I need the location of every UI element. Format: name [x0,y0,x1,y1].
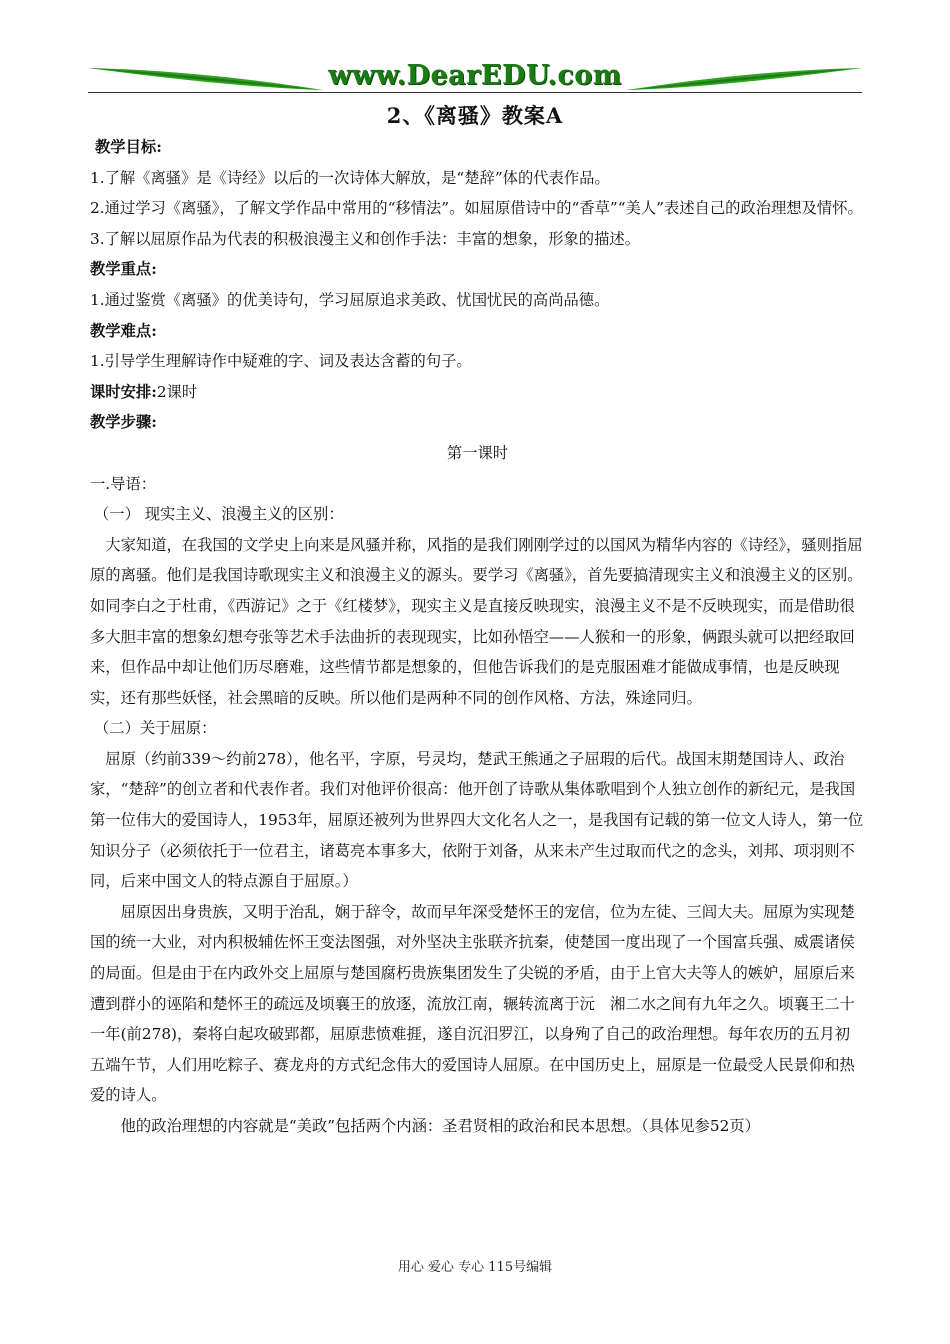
goal-item-1: 1.了解《离骚》是《诗经》以后的一次诗体大解放，是“楚辞”体的代表作品。 [90,168,610,187]
difficult-points-heading: 教学难点: [90,321,157,340]
goal-item-2: 2.通过学习《离骚》，了解文学作品中常用的“移情法”。如屈原借诗中的“香草”“美人”表述自己的政治理想及情怀。 [90,199,863,218]
banner-text: www.DearEDU.com [328,60,622,91]
subsection-2-paragraph-1: 屈原（约前339～约前278），他名平，字原，号灵均，楚武王熊通之子屈瑕的后代。战国末期楚国诗人、政治家，“楚辞”的创立者和代表作者。我们对他评价很高：他开创了诗歌从集体歌唱到个人独立创作的新纪元，是我国第一位伟大的爱国诗人，1953年，屈原还被列为世界四大文化名人之一，是我国有记载的第一位文人诗人，第一位知识分子（必须依托于一位君主，诸葛亮本事多大，依附于刘备，从来未产生过取而代之的念头，刘邦、项羽则不同，后来中国文人的特点源自于屈原。） [90,749,864,891]
key-point-item: 1.通过鉴赏《离骚》的优美诗句，学习屈原追求美政、忧国忧民的高尚品德。 [90,290,610,309]
intro-heading: 一.导语： [90,474,157,493]
schedule-line [90,377,865,408]
period-title: 第一课时 [446,443,509,462]
page-title: 2、《离骚》教案A [386,103,564,128]
header-rule [88,92,862,93]
difficult-point-item: 1.引导学生理解诗作中疑难的字、词及表达含蓄的句子。 [90,352,472,371]
subsection-2-heading: （二）关于屈原： [94,719,217,738]
subsection-2-paragraph-2: 屈原因出身贵族，又明于治乱，娴于辞令，故而早年深受楚怀王的宠信，位为左徒、三闾大夫。屈原为实现楚国的统一大业，对内积极辅佐怀王变法图强，对外坚决主张联齐抗秦，使楚国一度出现了一个国富兵强、威震诸侯的局面。但是由于在内政外交上屈原与楚国腐朽贵族集团发生了尖锐的矛盾，由于上官大夫等人的嫉妒，屈原后来遭到群小的诬陷和楚怀王的疏远及顷襄王的放逐，流放江南，辗转流离于沅 湘二水之间有九年之久。顷襄王二十一年(前278)，秦将白起攻破郢都，屈原悲愤难捱，遂自沉汨罗江，以身殉了自己的政治理想。每年农历的五月初五端午节，人们用吃粽子、赛龙舟的方式纪念伟大的爱国诗人屈原。在中国历史上，屈原是一位最受人民景仰和热爱的诗人。 [90,902,855,1105]
key-points-heading: 教学重点: [90,260,157,279]
document-body [90,132,865,1142]
goal-item-3: 3.了解以屈原作品为代表的积极浪漫主义和创作手法：丰富的想象，形象的描述。 [90,229,640,248]
schedule-value: 2课时 [156,382,198,401]
goals-heading: 教学目标: [95,138,162,156]
steps-heading: 教学步骤: [90,413,157,432]
subsection-2-paragraph-3: 他的政治理想的内容就是“美政”包括两个内涵：圣君贤相的政治和民本思想。（具体见参52页） [120,1117,760,1135]
schedule-label: 课时安排: [90,382,157,401]
subsection-1-heading: （一） 现实主义、浪漫主义的区别： [94,505,344,524]
subsection-1-paragraph: 大家知道，在我国的文学史上向来是风骚并称，风指的是我们刚刚学过的以国风为精华内容的《诗经》，骚则指屈原的离骚。他们是我国诗歌现实主义和浪漫主义的源头。要学习《离骚》，首先要搞清现实主义和浪漫主义的区别。如同李白之于杜甫，《西游记》之于《红楼梦》，现实主义是直接反映现实，浪漫主义不是不反映现实，而是借助很多大胆丰富的想象幻想夸张等艺术手法曲折的表现现实，比如孙悟空——人猴和一的形象，俩跟头就可以把经取回来，但作品中却让他们历尽磨难，这些情节都是想象的，但他告诉我们的是克服困难才能做成事情，也是反映现实，还有那些妖怪，社会黑暗的反映。所以他们是两种不同的创作风格、方法，殊途同归。 [90,535,863,707]
page-footer: 用心 爱心 专心 115号编辑 [397,1260,553,1275]
